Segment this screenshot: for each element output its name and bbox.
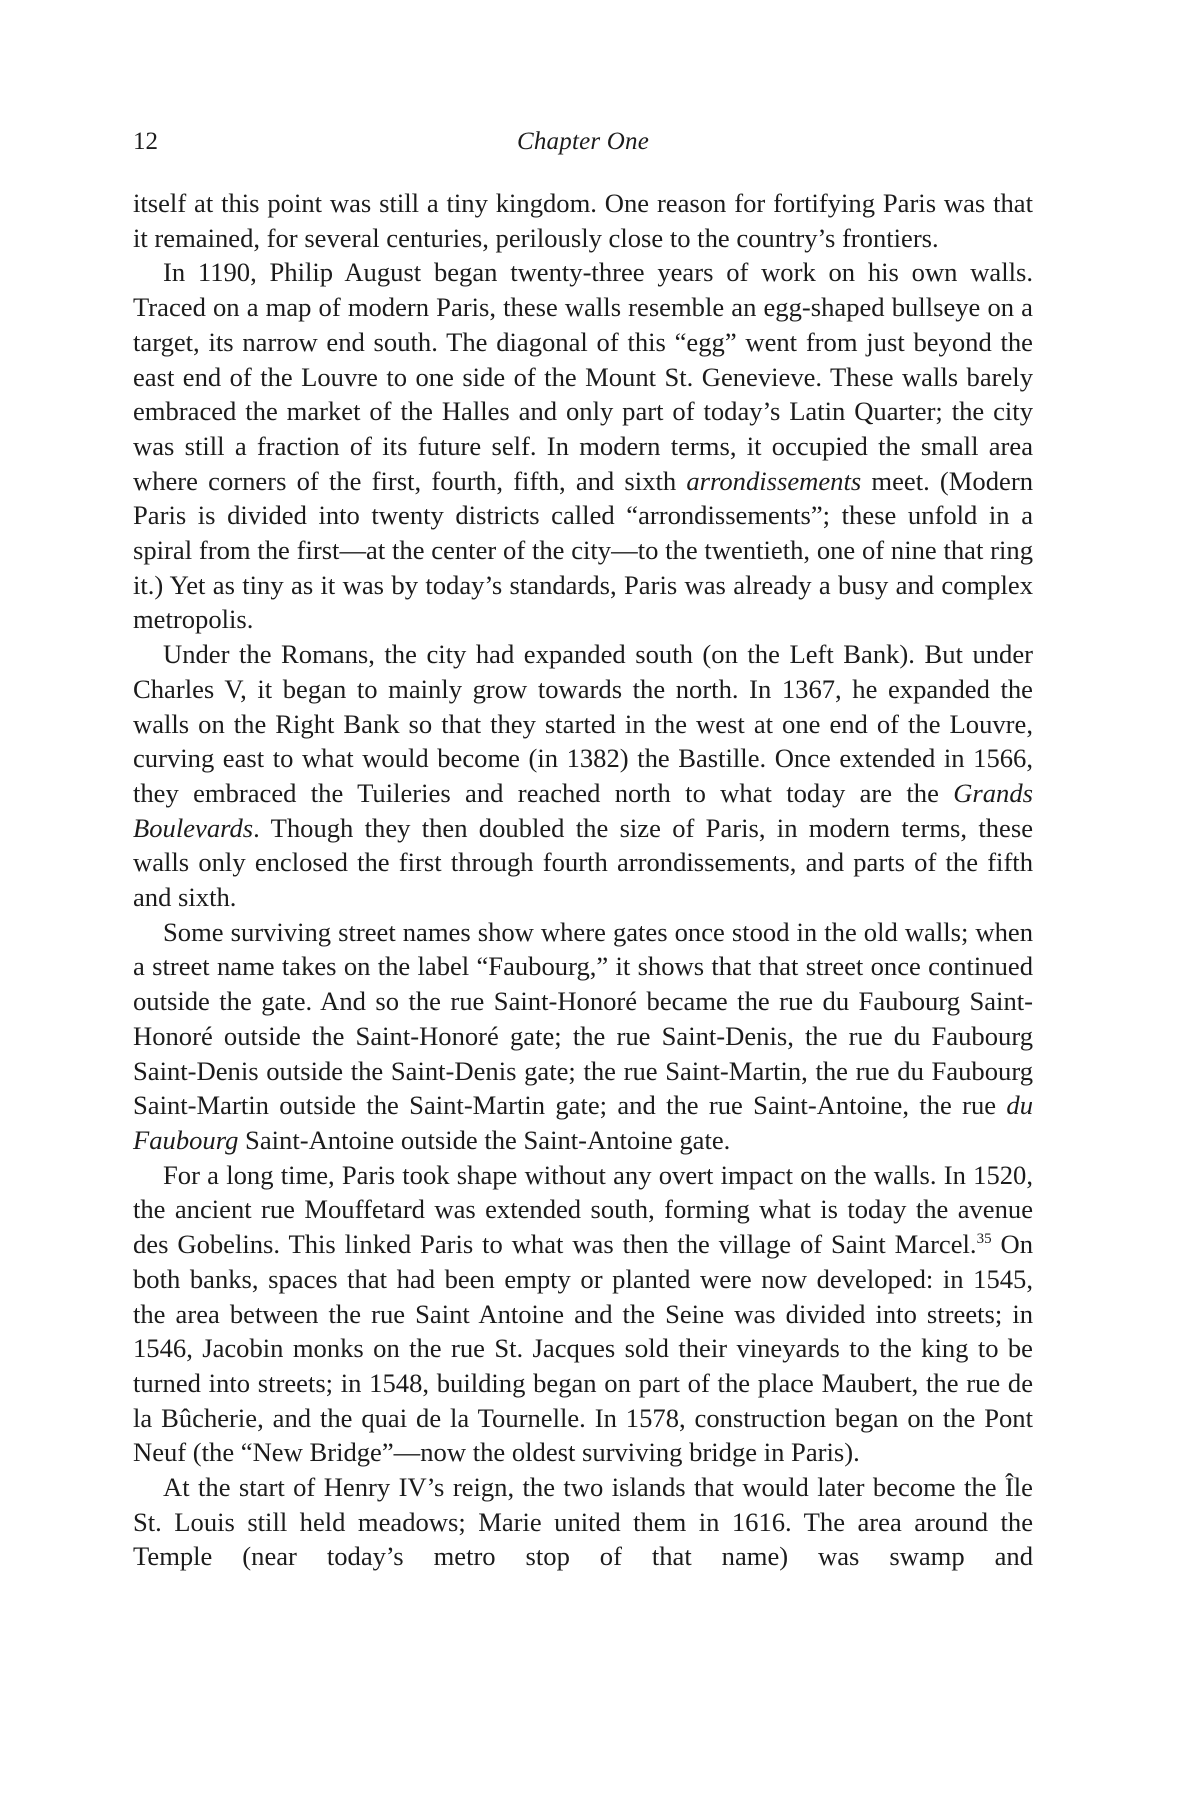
paragraph-text: For a long time, Paris took shape without any overt impact on the walls. In 1520, the ancient rue Mouffetard was extended south, forming what is today the avenue des Gobelins. This linked Paris to what was then the village of Saint Marcel.: [133, 1159, 1033, 1260]
paragraph-text: meet. (Modern Paris is divided into twenty districts called “arrondissements”; these unfold in a spiral from the first—at the center of the city—to the twentieth, one of nine that ring it.) Yet as tiny as it was by today’s standards, Paris was already a busy and complex metropolis.: [133, 465, 1033, 635]
italic-term: arrondissements: [686, 465, 862, 496]
paragraph-charles-v-walls: [133, 637, 1033, 915]
paragraph-henry-iv: [133, 1470, 1033, 1574]
paragraph-text: itself at this point was still a tiny kingdom. One reason for fortifying Paris was that it remained, for several centuries, perilously close to the country’s frontiers.: [133, 188, 1033, 253]
page-number: 12: [133, 128, 158, 155]
paragraph-continued: [133, 186, 1033, 255]
paragraph-paris-growth: [133, 1158, 1033, 1470]
paragraph-philip-august-walls: [133, 255, 1033, 637]
paragraph-text: On both banks, spaces that had been empty or planted were now developed: in 1545, the area between the rue Saint Antoine and the Seine was divided into streets; in 1546, Jacobin monks on the rue St. Jacques sold their vineyards to the king to be turned into streets; in 1548, building began on part of the place Maubert, the rue de la Bûcherie, and the quai de la Tournelle. In 1578, construction began on the Pont Neuf (the “New Bridge”—now the oldest surviving bridge in Paris).: [133, 1229, 1033, 1468]
paragraph-text: In 1190, Philip August began twenty-three years of work on his own walls. Traced on a map of modern Paris, these walls resemble an egg-shaped bullseye on a target, its narrow end south. The diagonal of this “egg” went from just beyond the east end of the Louvre to one side of the Mount St. Genevieve. These walls barely embraced the market of the Halles and only part of today’s Latin Quarter; the city was still a fraction of its future self. In modern terms, it occupied the small area where corners of the first, fourth, fifth, and sixth: [133, 257, 1033, 496]
paragraph-text: Under the Romans, the city had expanded south (on the Left Bank). But under Charles V, it began to mainly grow towards the north. In 1367, he expanded the walls on the Right Bank so that they started in the west at one end of the Louvre, curving east to what would become (in 1382) the Bastille. Once extended in 1566, they embraced the Tuileries and reached north to what today are the: [133, 639, 1033, 808]
italic-term: Grands Boulevards: [133, 777, 1033, 843]
paragraph-text: Some surviving street names show where gates once stood in the old walls; when a street name takes on the label “Faubourg,” it shows that that street once continued outside the gate. And so the rue Saint-Honoré became the rue du Faubourg Saint-Honoré outside the Saint-Honoré gate; the rue Saint-Denis, the rue du Faubourg Saint-Denis outside the Saint-Denis gate; the rue Saint-Martin, the rue du Faubourg Saint-Martin outside the Saint-Martin gate; and the rue Saint-Antoine, the rue: [133, 916, 1033, 1121]
body-text: [133, 186, 1033, 1574]
paragraph-text: Saint-Antoine outside the Saint-Antoine gate.: [238, 1124, 731, 1155]
paragraph-text: At the start of Henry IV’s reign, the two islands that would later become the Île St. Louis still held meadows; Marie united them in 1616. The area around the Temple (near today’s metro stop of that name) was swamp and: [133, 1472, 1033, 1572]
paragraph-text: . Though they then doubled the size of Paris, in modern terms, these walls only enclosed the first through fourth arrondissements, and parts of the fifth and sixth.: [133, 812, 1033, 913]
running-head: [133, 128, 1033, 158]
paragraph-faubourg-streets: [133, 915, 1033, 1158]
italic-term: du Faubourg: [133, 1090, 1033, 1155]
footnote-reference[interactable]: 35: [976, 1231, 992, 1248]
chapter-title: Chapter One: [516, 128, 650, 155]
